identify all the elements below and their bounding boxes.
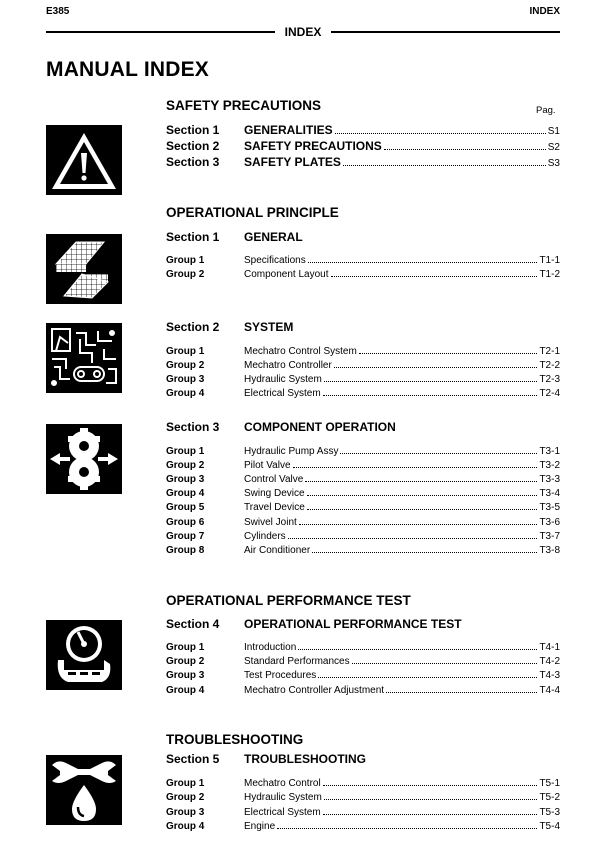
section-label: Section 1 xyxy=(166,123,220,137)
section-4-name: OPERATIONAL PERFORMANCE TEST xyxy=(244,617,462,631)
entry-page: T4-3 xyxy=(539,670,560,681)
entry-page: S1 xyxy=(547,126,560,137)
entry-name: Travel Device xyxy=(244,502,305,513)
toc-entry-t1-1[interactable] xyxy=(166,252,560,266)
gauge-icon xyxy=(46,620,122,690)
entry-page: T3-1 xyxy=(539,446,560,457)
leader-dots xyxy=(293,467,538,468)
entry-name: Component Layout xyxy=(244,269,329,280)
leader-dots xyxy=(299,524,538,525)
leader-dots xyxy=(384,149,546,150)
section-3-name: COMPONENT OPERATION xyxy=(244,420,396,434)
leader-dots xyxy=(386,692,537,693)
section-2-name: SYSTEM xyxy=(244,320,294,334)
group-label: Group 1 xyxy=(166,446,205,457)
header-index-label: INDEX xyxy=(529,6,560,17)
entry-page: T1-1 xyxy=(539,255,560,266)
leader-dots xyxy=(334,367,538,368)
toc-entry-t3-4[interactable] xyxy=(166,485,560,499)
toc-entry-t3-3[interactable] xyxy=(166,471,560,485)
leader-dots xyxy=(307,495,538,496)
entry-page: T5-4 xyxy=(539,821,560,832)
entry-name: Engine xyxy=(244,821,276,832)
leader-dots xyxy=(298,649,537,650)
leader-dots xyxy=(323,814,538,815)
section-1-name: GENERAL xyxy=(244,230,303,244)
entry-name: Introduction xyxy=(244,642,297,653)
entry-name: Swing Device xyxy=(244,488,305,499)
entry-page: T3-7 xyxy=(539,531,560,542)
entry-name: Mechatro Control System xyxy=(244,346,357,357)
toc-entry-t4-4[interactable] xyxy=(166,682,560,696)
leader-dots xyxy=(308,262,538,263)
group-label: Group 1 xyxy=(166,255,205,266)
leader-dots xyxy=(288,538,538,539)
category-performance-title: OPERATIONAL PERFORMANCE TEST xyxy=(166,593,411,608)
group-label: Group 6 xyxy=(166,517,205,528)
leader-dots xyxy=(324,381,538,382)
entry-page: T2-3 xyxy=(539,374,560,385)
gear-pump-icon xyxy=(46,424,122,494)
group-label: Group 2 xyxy=(166,460,205,471)
entry-name: Cylinders xyxy=(244,531,286,542)
toc-entry-t3-7[interactable] xyxy=(166,528,560,542)
group-label: Group 2 xyxy=(166,269,205,280)
entry-page: T5-2 xyxy=(539,792,560,803)
category-safety-title: SAFETY PRECAUTIONS xyxy=(166,98,322,113)
section-2-label: Section 2 xyxy=(166,320,220,334)
toc-entry-t2-4[interactable] xyxy=(166,385,560,399)
wrench-droplet-icon xyxy=(46,755,122,825)
leader-dots xyxy=(324,799,538,800)
toc-entry-t4-2[interactable] xyxy=(166,653,560,667)
group-label: Group 1 xyxy=(166,346,205,357)
circuit-icon xyxy=(46,323,122,393)
entry-name: Hydraulic System xyxy=(244,792,322,803)
leader-dots xyxy=(343,165,546,166)
entry-name: Hydraulic System xyxy=(244,374,322,385)
toc-entry-safety-3[interactable] xyxy=(166,153,560,169)
group-label: Group 2 xyxy=(166,360,205,371)
entry-page: T3-6 xyxy=(539,517,560,528)
toc-entry-t5-1[interactable] xyxy=(166,775,560,789)
leader-dots xyxy=(331,276,538,277)
group-label: Group 7 xyxy=(166,531,205,542)
entry-name: Standard Performances xyxy=(244,656,350,667)
entry-page: T5-3 xyxy=(539,807,560,818)
toc-entry-t3-6[interactable] xyxy=(166,514,560,528)
entry-page: T3-5 xyxy=(539,502,560,513)
group-label: Group 4 xyxy=(166,488,205,499)
rule-right xyxy=(331,31,560,33)
entry-name: Swivel Joint xyxy=(244,517,297,528)
toc-entry-t3-8[interactable] xyxy=(166,542,560,556)
entry-name: GENERALITIES xyxy=(244,123,333,137)
model-code: E385 xyxy=(46,6,70,17)
group-label: Group 3 xyxy=(166,374,205,385)
group-label: Group 1 xyxy=(166,778,205,789)
entry-name: Test Procedures xyxy=(244,670,317,681)
entry-name: Electrical System xyxy=(244,388,321,399)
entry-name: SAFETY PRECAUTIONS xyxy=(244,139,382,153)
entry-name: Mechatro Controller Adjustment xyxy=(244,685,385,696)
group-label: Group 3 xyxy=(166,807,205,818)
entry-name: Hydraulic Pump Assy xyxy=(244,446,339,457)
leader-dots xyxy=(340,453,537,454)
toc-entry-safety-2[interactable] xyxy=(166,137,560,153)
group-label: Group 2 xyxy=(166,792,205,803)
toc-entry-t5-3[interactable] xyxy=(166,804,560,818)
grid-s-icon xyxy=(46,234,122,304)
toc-entry-t1-2[interactable] xyxy=(166,266,560,280)
entry-page: T2-1 xyxy=(539,346,560,357)
entry-page: T3-4 xyxy=(539,488,560,499)
entry-name: Air Conditioner xyxy=(244,545,311,556)
section-5-label: Section 5 xyxy=(166,752,220,766)
entry-name: Electrical System xyxy=(244,807,321,818)
group-label: Group 3 xyxy=(166,670,205,681)
entry-page: T4-1 xyxy=(539,642,560,653)
group-label: Group 1 xyxy=(166,642,205,653)
category-operational-title: OPERATIONAL PRINCIPLE xyxy=(166,205,339,220)
leader-dots xyxy=(335,133,546,134)
entry-page: T4-4 xyxy=(539,685,560,696)
toc-entry-t2-3[interactable] xyxy=(166,371,560,385)
entry-name: Control Valve xyxy=(244,474,304,485)
entry-name: Specifications xyxy=(244,255,306,266)
toc-entry-t3-5[interactable] xyxy=(166,499,560,513)
entry-page: T1-2 xyxy=(539,269,560,280)
leader-dots xyxy=(277,828,537,829)
group-label: Group 5 xyxy=(166,502,205,513)
leader-dots xyxy=(307,509,538,510)
entry-page: S3 xyxy=(547,158,560,169)
leader-dots xyxy=(305,481,537,482)
entry-page: T3-3 xyxy=(539,474,560,485)
entry-page: T4-2 xyxy=(539,656,560,667)
rule-left xyxy=(46,31,275,33)
header-rule xyxy=(46,24,560,40)
leader-dots xyxy=(318,677,537,678)
group-label: Group 4 xyxy=(166,821,205,832)
toc-entry-t3-2[interactable] xyxy=(166,457,560,471)
toc-entry-t3-1[interactable] xyxy=(166,443,560,457)
toc-entry-t4-1[interactable] xyxy=(166,639,560,653)
entry-name: Pilot Valve xyxy=(244,460,291,471)
page-title: MANUAL INDEX xyxy=(46,58,210,81)
section-3-label: Section 3 xyxy=(166,420,220,434)
entry-name: SAFETY PLATES xyxy=(244,155,341,169)
section-5-name: TROUBLESHOOTING xyxy=(244,752,366,766)
section-label: Section 3 xyxy=(166,155,220,169)
leader-dots xyxy=(359,353,538,354)
group-label: Group 2 xyxy=(166,656,205,667)
entry-page: T5-1 xyxy=(539,778,560,789)
toc-entry-t5-2[interactable] xyxy=(166,789,560,803)
toc-entry-t2-2[interactable] xyxy=(166,357,560,371)
section-label: Section 2 xyxy=(166,139,220,153)
group-label: Group 3 xyxy=(166,474,205,485)
leader-dots xyxy=(352,663,538,664)
toc-entry-t2-1[interactable] xyxy=(166,343,560,357)
warning-icon xyxy=(46,125,122,195)
pag-label: Pag. xyxy=(536,105,556,116)
entry-page: T2-4 xyxy=(539,388,560,399)
leader-dots xyxy=(323,785,538,786)
group-label: Group 4 xyxy=(166,388,205,399)
entry-page: T3-2 xyxy=(539,460,560,471)
header-center-title: INDEX xyxy=(284,25,322,39)
entry-page: S2 xyxy=(547,142,560,153)
section-4-label: Section 4 xyxy=(166,617,220,631)
section-1-label: Section 1 xyxy=(166,230,220,244)
entry-page: T2-2 xyxy=(539,360,560,371)
category-troubleshooting-title: TROUBLESHOOTING xyxy=(166,732,304,747)
toc-entry-safety-1[interactable] xyxy=(166,121,560,137)
group-label: Group 4 xyxy=(166,685,205,696)
entry-name: Mechatro Control xyxy=(244,778,321,789)
toc-entry-t4-3[interactable] xyxy=(166,667,560,681)
group-label: Group 8 xyxy=(166,545,205,556)
leader-dots xyxy=(323,395,538,396)
entry-name: Mechatro Controller xyxy=(244,360,332,371)
entry-page: T3-8 xyxy=(539,545,560,556)
toc-entry-t5-4[interactable] xyxy=(166,818,560,832)
leader-dots xyxy=(312,552,537,553)
